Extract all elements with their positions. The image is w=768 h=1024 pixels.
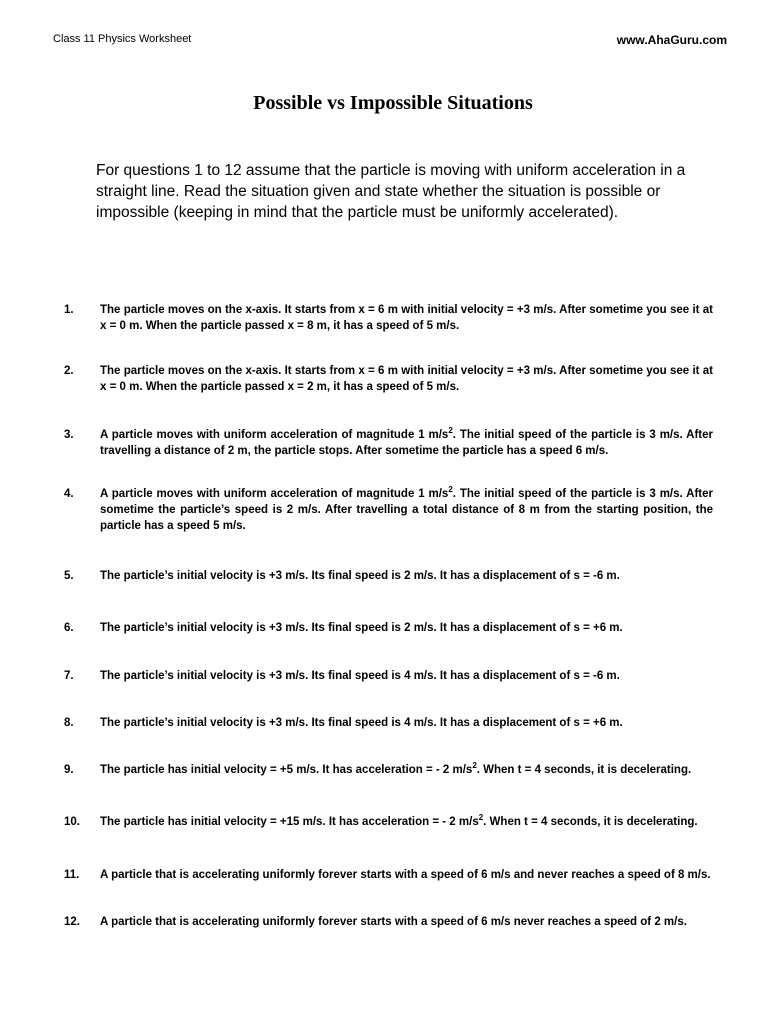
question-number: 6. — [64, 622, 74, 634]
question-number: 4. — [64, 488, 74, 500]
question-number: 3. — [64, 429, 74, 441]
question-text: A particle that is accelerating uniformly forever starts with a speed of 6 m/s never reaches a speed of 2 m/s. — [100, 916, 687, 928]
question-number: 12. — [64, 916, 80, 928]
question-number: 9. — [64, 764, 74, 776]
question-text: The particle moves on the x-axis. It starts from x = 6 m with initial velocity = +3 m/s. After sometime you see it at x = 0 m. When the particle passed x = 2 m, it has a speed of 5 m/s. — [100, 365, 713, 393]
question-number: 8. — [64, 717, 74, 729]
question-number: 11. — [64, 869, 80, 881]
website-link[interactable]: www.AhaGuru.com — [616, 33, 727, 47]
question-text: The particle moves on the x-axis. It starts from x = 6 m with initial velocity = +3 m/s. After sometime you see it at x = 0 m. When the particle passed x = 8 m, it has a speed of 5 m/s. — [100, 304, 713, 332]
question-text: The particle has initial velocity = +5 m/s. It has acceleration = - 2 $m/s^2$. When t = 4 seconds, it is decelerating. — [100, 761, 692, 776]
question-number: 2. — [64, 365, 74, 377]
question-number: 7. — [64, 670, 74, 682]
question-number: 1. — [64, 304, 74, 316]
question-text: The particle’s initial velocity is +3 m/s. Its final speed is 4 m/s. It has a displacement of s = +6 m. — [100, 717, 623, 729]
question-number: 5. — [64, 570, 74, 582]
question-number: 10. — [64, 816, 80, 828]
instructions-paragraph: For questions 1 to 12 assume that the particle is moving with uniform acceleration in a straight line. Read the situation given and state whether the situation is possible or impossible (keeping in mind that the particle must be uniformly accelerated). — [96, 162, 686, 221]
question-text: The particle has initial velocity = +15 m/s. It has acceleration = - 2 $m/s^2$. When t = 4 seconds, it is decelerating. — [100, 813, 698, 828]
question-text: The particle’s initial velocity is +3 m/s. Its final speed is 4 m/s. It has a displacement of s = -6 m. — [100, 670, 620, 682]
question-text: A particle that is accelerating uniformly forever starts with a speed of 6 m/s and never reaches a speed of 8 m/s. — [100, 869, 711, 881]
worksheet-label: Class 11 Physics Worksheet — [53, 33, 192, 45]
question-text: The particle’s initial velocity is +3 m/s. Its final speed is 2 m/s. It has a displacement of s = +6 m. — [100, 622, 623, 634]
question-text: A particle moves with uniform acceleration of magnitude 1 $m/s^2$. The initial speed of the particle is 3 m/s. After travelling a distance of 2 m, the particle stops. After sometime the particle has a speed 6 m/s. — [100, 426, 713, 457]
page-title: Possible vs Impossible Situations — [253, 92, 533, 114]
question-text: The particle’s initial velocity is +3 m/s. Its final speed is 2 m/s. It has a displacement of s = -6 m. — [100, 570, 620, 582]
question-text: A particle moves with uniform acceleration of magnitude 1 $m/s^2$. The initial speed of the particle is 3 m/s. After sometime the particle’s speed is 2 m/s. After travelling a total distance of 8 m from the starting position, the particle has a speed 5 m/s. — [100, 485, 713, 532]
